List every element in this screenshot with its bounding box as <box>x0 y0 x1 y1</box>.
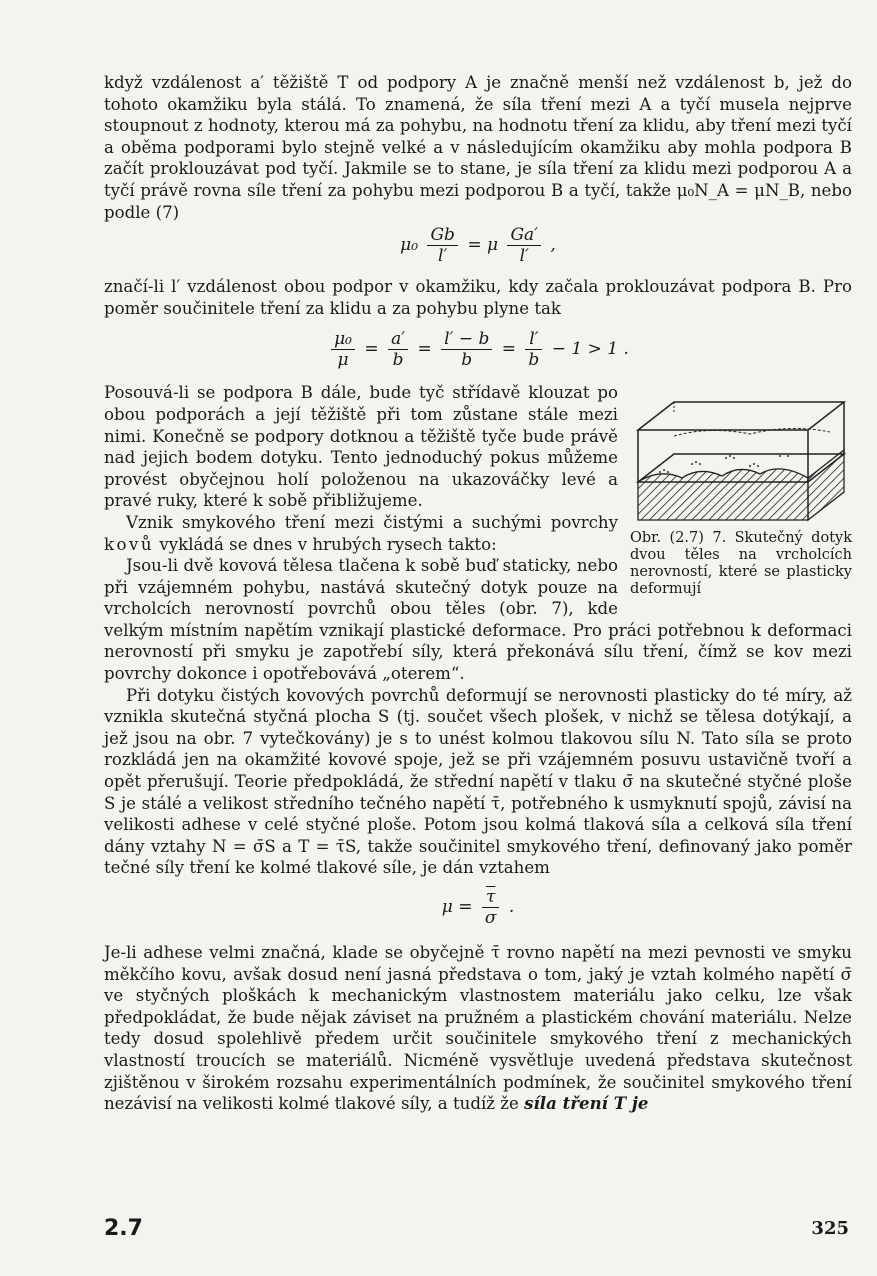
eq1-rhs-num: Ga′ <box>507 225 541 246</box>
eq2-frac-2 <box>388 329 408 370</box>
eq2-f1-num: μ₀ <box>331 329 355 350</box>
p4-start: Vznik smykového tření mezi čistými a suchými povrchy <box>126 512 618 532</box>
eq1-lhs-num: Gb <box>427 225 457 246</box>
paragraph-1: když vzdálenost a′ těžiště T od podpory A je značně menší než vzdálenost b, jež do tohoto okamžiku byla stálá. To znamená, že síla tření mezi A a tyčí musela nejprve stoupnout z hodnoty, kterou má za pohybu, na hodnotu tření za klidu, aby tření mezi tyčí a oběma podporami bylo stejně velké a v následujícím okamžiku aby mohla podpora B začít proklouzávat pod tyčí. Jakmile se to stane, je síla tření za klidu mezi podporou A a tyčí právě rovna síle tření za pohybu mezi podporou B a tyčí, takže μ₀N_A = μN_B, nebo podle (7) <box>104 73 852 222</box>
eq3-tail: . <box>508 897 515 917</box>
eq1-lhs-den: l′ <box>438 246 448 267</box>
eq2-f3-den: b <box>461 350 473 371</box>
eq1-lhs-coef: μ₀ <box>400 235 419 256</box>
p7-italic: síla tření T je <box>524 1093 649 1114</box>
equation-2 <box>104 329 852 370</box>
paragraph-7 <box>104 942 852 1115</box>
eq3-den: σ <box>484 908 497 928</box>
eq2-equals-1: = <box>364 339 379 360</box>
eq2-f3-num: l′ − b <box>441 329 492 350</box>
p4-emphasis: kovů <box>104 534 155 554</box>
eq2-f2-den: b <box>392 350 404 371</box>
eq2-f1-den: μ <box>337 350 349 371</box>
eq2-frac-3 <box>441 329 492 370</box>
figure-7 <box>630 386 852 598</box>
contact-surfaces-illustration <box>630 386 852 526</box>
eq2-f2-num: a′ <box>388 329 408 350</box>
eq2-frac-1 <box>331 329 355 370</box>
paragraph-5: Jsou-li dvě kovová tělesa tlačena k sobě buď staticky, nebo při vzájemném pohybu, nastává skutečný dotyk pouze na vrcholcích nerovností povrchů obou těles (obr. 7), kde velkým místním napětím vznikají plastické deformace. Pro práci potřebnou k deformaci nerovností při smyku je zapotřebí síly, která překonává sílu tření, čímž se kov mezi povrchy dokonce i opotřebovává „oterem“. <box>104 556 852 684</box>
section-number: 2.7 <box>104 1216 143 1241</box>
eq1-equals: = <box>467 235 482 256</box>
paragraph-2: značí-li l′ vzdálenost obou podpor v okamžiku, kdy začala proklouzávat podpora B. Pro poměr součinitele tření za klidu a za pohybu plyne tak <box>104 277 852 318</box>
equation-1 <box>104 225 852 266</box>
eq1-rhs-coef: μ <box>486 235 499 256</box>
eq2-equals-2: = <box>417 339 432 360</box>
eq2-tail: − 1 > 1 . <box>551 339 629 360</box>
page-body <box>104 72 852 1115</box>
eq3-equals: = <box>458 897 473 917</box>
paragraph-6: Při dotyku čistých kovových povrchů deformují se nerovnosti plasticky do té míry, až vznikla skutečná styčná plocha S (tj. součet všech plošek, v nichž se tělesa dotýkají, a jež jsou na obr. 7 vytečkovány) je s to unést kolmou tlakovou sílu N. Tato síla se proto rozkládá jen na okamžité kovové spoje, jež se při vzájemném posuvu ustavičně tvoří a opět přerušují. Teorie předpokládá, že střední napětí v tlaku σ̄ na skutečné styčné ploše S je stálé a velikost středního tečného napětí τ̄, potřebného k usmyknutí spojů, závisí na velikosti adhese v celé styčné ploše. Potom jsou kolmá tlaková síla a celková síla tření dány vztahy N = σ̄S a T = τ̄S, takže součinitel smykového tření, definovaný jako poměr tečné síly tření ke kolmé tlakové síle, je dán vztahem <box>104 685 852 878</box>
eq1-rhs-frac <box>507 225 541 266</box>
eq3-num: $\overline{\tau}$ <box>482 887 500 908</box>
figure-caption: Obr. (2.7) 7. Skutečný dotyk dvou těles na vrcholcích nerovností, které se plasticky deformují <box>630 530 852 598</box>
eq2-frac-4 <box>525 329 542 370</box>
page-number: 325 <box>811 1218 849 1239</box>
eq3-frac <box>482 887 500 928</box>
p7-text: Je-li adhese velmi značná, klade se obyčejně τ̄ rovno napětí na mezi pevnosti ve smyku měkčího kovu, avšak dosud není jasná představa o tom, jaký je vztah kolmého napětí σ̄ ve styčných ploškách k mechanickým vlastnostem materiálu jako celku, lze však předpokládat, že bude nějak záviset na pružném a plastickém chování materiálu. Nelze tedy dosud spolehlivě předem určit součinitele smykového tření z mechanických vlastností troucích se materiálů. Nicméně vysvětluje uvedená představa skutečnost zjištěnou v širokém rozsahu experimentálních podmínek, že součinitel smykového tření nezávisí na velikosti kolmé tlakové síly, a tudíž že <box>104 943 852 1114</box>
eq3-lhs: μ <box>441 897 453 917</box>
eq1-tail: , <box>550 235 556 256</box>
paragraph-3: Posouvá-li se podpora B dále, bude tyč střídavě klouzat po obou podporách a její těžiště při tom zůstane stále mezi nimi. Konečně se podpory dotknou a těžiště tyče bude právě nad jejich bodem dotyku. Tento jednoduchý pokus můžeme provést obyčejnou holí položenou na ukazováčky levé a pravé ruky, které k sobě přibližujeme. <box>104 383 618 511</box>
eq2-equals-3: = <box>501 339 517 360</box>
eq1-rhs-den: l′ <box>519 246 529 267</box>
p4-end: vykládá se dnes v hrubých rysech takto: <box>159 534 497 554</box>
eq1-lhs-frac <box>427 225 457 266</box>
eq2-f4-den: b <box>528 350 540 371</box>
eq2-f4-num: l′ <box>525 329 542 350</box>
equation-3 <box>104 887 852 928</box>
